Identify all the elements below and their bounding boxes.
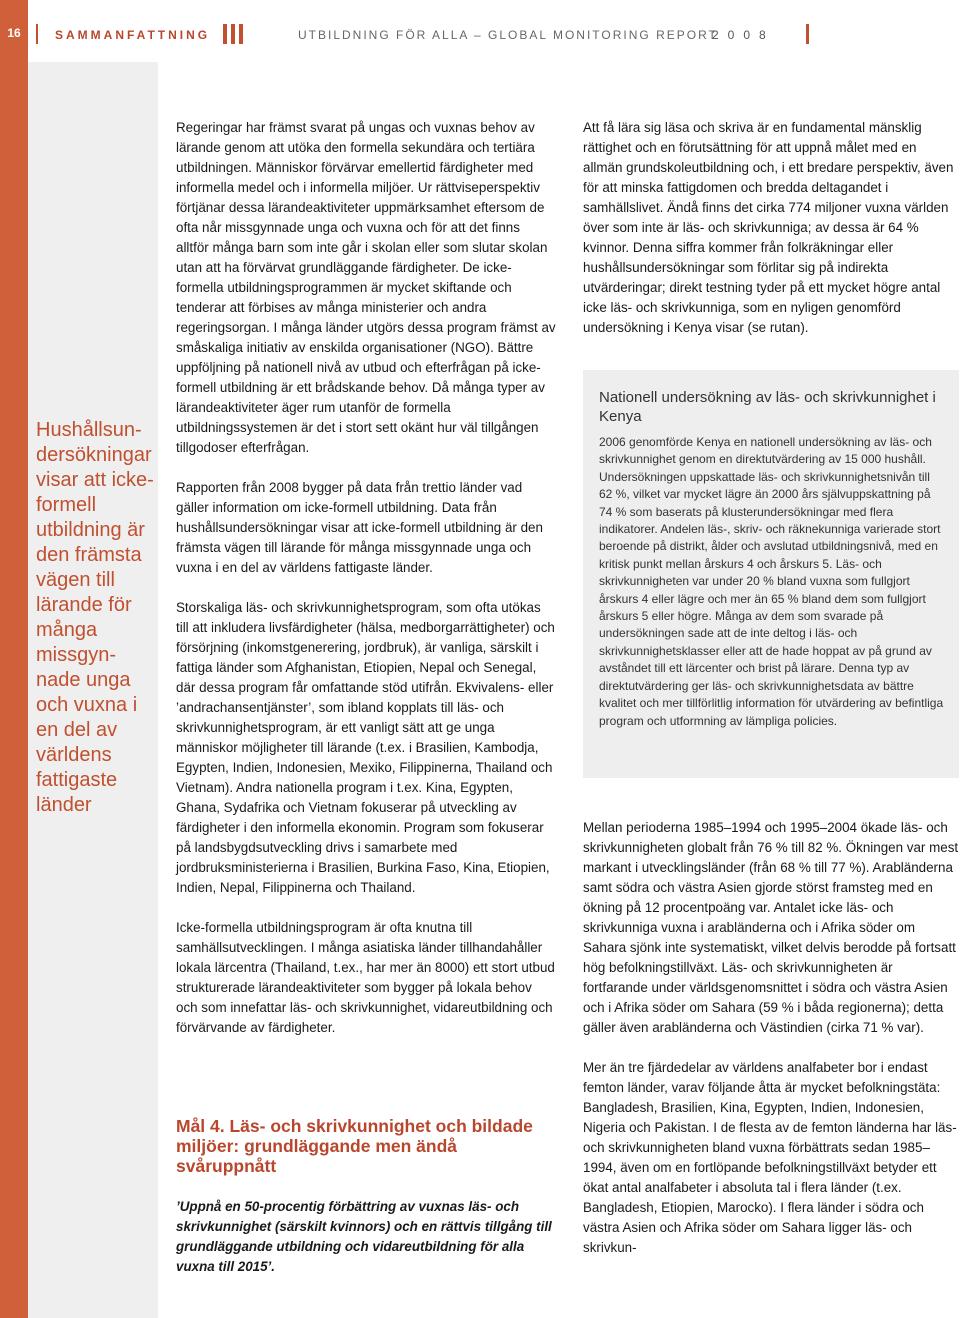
page-number: 16 (7, 26, 21, 40)
pull-quote: Hushållsun-dersökningar visar att icke-formell utbildning är den främsta vägen till lärande för många missgyn-nade unga och vuxna i en del av världens fattigaste länder (36, 419, 154, 816)
paragraph: Att få lära sig läsa och skriva är en fundamental mänsklig rättighet och en förutsättning för att uppnå målet med en allmän grundskoleutbildning och, i ett bredare perspektiv, även för att minska fattigdomen och bredda deltagandet i samhällslivet. Ändå finns det cirka 774 miljoner vuxna världen över som inte är läs- och skrivkunniga; av dessa är 64 % kvinnor. Denna siffra kommer från folkräkningar eller hushållsundersökningar som förlitar sig på indirekta utvärderingar; direkt testning tyder på ett mycket högre antal icke läs- och skrivkunniga, som en nyligen genomförd undersökning i Kenya visar (se rutan). (583, 120, 954, 335)
report-year: 2008 (712, 28, 775, 42)
paragraph: Mellan perioderna 1985–1994 och 1995–2004 ökade läs- och skrivkunnigheten globalt från 76 % till 82 %. Ökningen var mest markant i utvecklingsländer (från 68 % till 77 %). Arabländerna samt södra och västra Asien gjorde störst framsteg med en ökning på 12 procentpoäng var. Antalet icke läs- och skrivkunniga vuxna i arabländerna och i Afrika söder om Sahara sjönk inte systematiskt, vilket delvis berodde på fortsatt hög befolkningstillväxt. Läs- och skrivkunnigheten är fortfarande under världsgenomsnittet i södra och västra Asien och i Afrika söder om Sahara (59 % i båda regionerna); detta gäller även arabländerna och Västindien (cirka 71 % var). (583, 820, 959, 1035)
header-divider (231, 24, 235, 44)
goal-heading: Mål 4. Läs- och skrivkunnighet och bildade miljöer: grundläggande men ändå svåruppnått (176, 1116, 533, 1176)
header-divider (239, 24, 243, 44)
header-divider (36, 24, 38, 44)
left-text-column (176, 118, 556, 1038)
header-divider (223, 24, 227, 44)
paragraph: Regeringar har främst svarat på ungas och vuxnas behov av lärande genom att utöka den formella sekundära och tertiära utbildningen. Människor förvärvar emellertid färdigheter med informella medel och i informella miljöer. Ur rättviseperspektiv förtjänar dessa lärandeaktiviteter uppmärksamhet eftersom de ofta når missgynnade unga och vuxna och för att det finns alltför många barn som inte går i skolan eller som slutar skolan utan att ha förvärvat grundläggande färdigheter. De icke-formella utbildningsprogrammen är mycket skiftande och tenderar att förbises av många ministerier och andra regeringsorgan. I många länder utgörs dessa program främst av småskaliga initiativ av enskilda organisationer (NGO). Bättre uppföljning på nationell nivå av utbud och efterfrågan på icke-formell utbildning är ett brådskande behov. Då många typer av lärandeaktiviteter äger rum utanför de formella utbildningssystemen är det i stort sett okänt hur väl tillgången tillgodoser efterfrågan. (176, 120, 556, 455)
paragraph: Storskaliga läs- och skrivkunnighetsprogram, som ofta utökas till att inkludera livsfärdigheter (hälsa, medborgarrättigheter) och försörjning (inkomstgenerering, jordbruk), är vanliga, särskilt i fattiga länder som Afghanistan, Etiopien, Nepal och Senegal, där dessa program får omfattande stöd utifrån. Ekvivalens- eller ’andrachansentjänster’, som ibland kopplats till läs- och skrivkunnighetsprogram, är ett vanligt sätt att ge unga människor möjligheter till lärande (t.ex. i Brasilien, Kambodja, Egypten, Indien, Indonesien, Mexiko, Filippinerna, Thailand och Vietnam). Andra nationella program i t.ex. Kina, Egypten, Ghana, Sydafrika och Vietnam fokuserar på utveckling av färdigheter i den informella ekonomin. Program som fokuserar på landsbygdsutveckling drivs i samarbete med jordbruksministerierna i Brasilien, Burkina Faso, Kina, Etiopien, Indien, Nepal, Filippinerna och Thailand. (176, 600, 555, 895)
kenya-survey-box (583, 370, 959, 778)
report-title: UTBILDNING FÖR ALLA – GLOBAL MONITORING REPORT (298, 28, 718, 42)
box-title: Nationell undersökning av läs- och skrivkunnighet i Kenya (599, 389, 936, 425)
goal-quote: ’Uppnå en 50-procentig förbättring av vuxnas läs- och skrivkunnighet (särskilt kvinnors) och en rättvis tillgång till grundläggande utbildning och vidareutbildning för alla vuxna till 2015’. (176, 1199, 552, 1274)
header-divider (806, 24, 809, 44)
box-text: 2006 genomförde Kenya en nationell undersökning av läs- och skrivkunnighet genom en direktutvärdering av 15 000 hushåll. Undersökningen uppskattade läs- och skrivkunnighetsnivån till 62 %, vilket var mycket lägre än 2000 års självuppskattning på 74 % som baserats på klusterundersökningar med flera indikatorer. Andelen läs-, skriv- och räknekunniga varierade stort beroende på distrikt, ålder och avslutad utbildningsnivå, med en kritisk punkt mellan årskurs 4 och årskurs 5. Läs- och skrivkunnigheten var under 20 % bland vuxna som fullgjort årskurs 4 eller lägre och mer än 65 % bland dem som fullgjort årskurs 5 eller högre. Många av dem som svarade på undersökningen sade att de inte deltog i läs- och skrivkunnighetsklasser eller att de hade hoppat av på grund av avståndet till ett lärcenter och brist på lärare. Denna typ av direktutvärdering ger läs- och skrivkunnighetsdata av bättre kvalitet och mer tillförlitlig information för utvärdering av befintliga program och utformning av lämpliga policies. (599, 435, 944, 728)
paragraph: Icke-formella utbildningsprogram är ofta knutna till samhällsutvecklingen. I många asiatiska länder tillhandahåller lokala lärcentra (Thailand, t.ex., har mer än 8000) ett stort utbud strukturerade lärandeaktiviteter som bygger på lokala behov och som innefattar läs- och skrivkunnighet, vidareutbildning och förvärvande av färdigheter. (176, 920, 555, 1035)
paragraph: Mer än tre fjärdedelar av världens analfabeter bor i endast femton länder, varav följande åtta är mycket befolkningstäta: Bangladesh, Brasilien, Kina, Egypten, Indien, Indonesien, Nigeria och Pakistan. I de flesta av de femton länderna har läs- och skrivkunnigheten bland vuxna förbättrats sedan 1985–1994, även om en fortlöpande befolkningstillväxt betyder ett ökat antal analfabeter i absoluta tal i flera länder (t.ex. Bangladesh, Etiopien, Marocko). I flera länder i södra och västra Asien och Afrika söder om Sahara ligger läs- och skrivkun- (583, 1060, 957, 1255)
page-edge-strip (0, 0, 28, 1318)
right-text-column (583, 818, 959, 1258)
section-title: SAMMANFATTNING (55, 28, 211, 42)
paragraph: Rapporten från 2008 bygger på data från trettio länder vad gäller information om icke-formell utbildning. Data från hushållsundersökningar visar att icke-formell utbildning är den främsta vägen till lärande för många missgynnade unga och vuxna i en del av världens fattigaste länder. (176, 480, 543, 575)
right-intro-paragraph (583, 118, 955, 338)
